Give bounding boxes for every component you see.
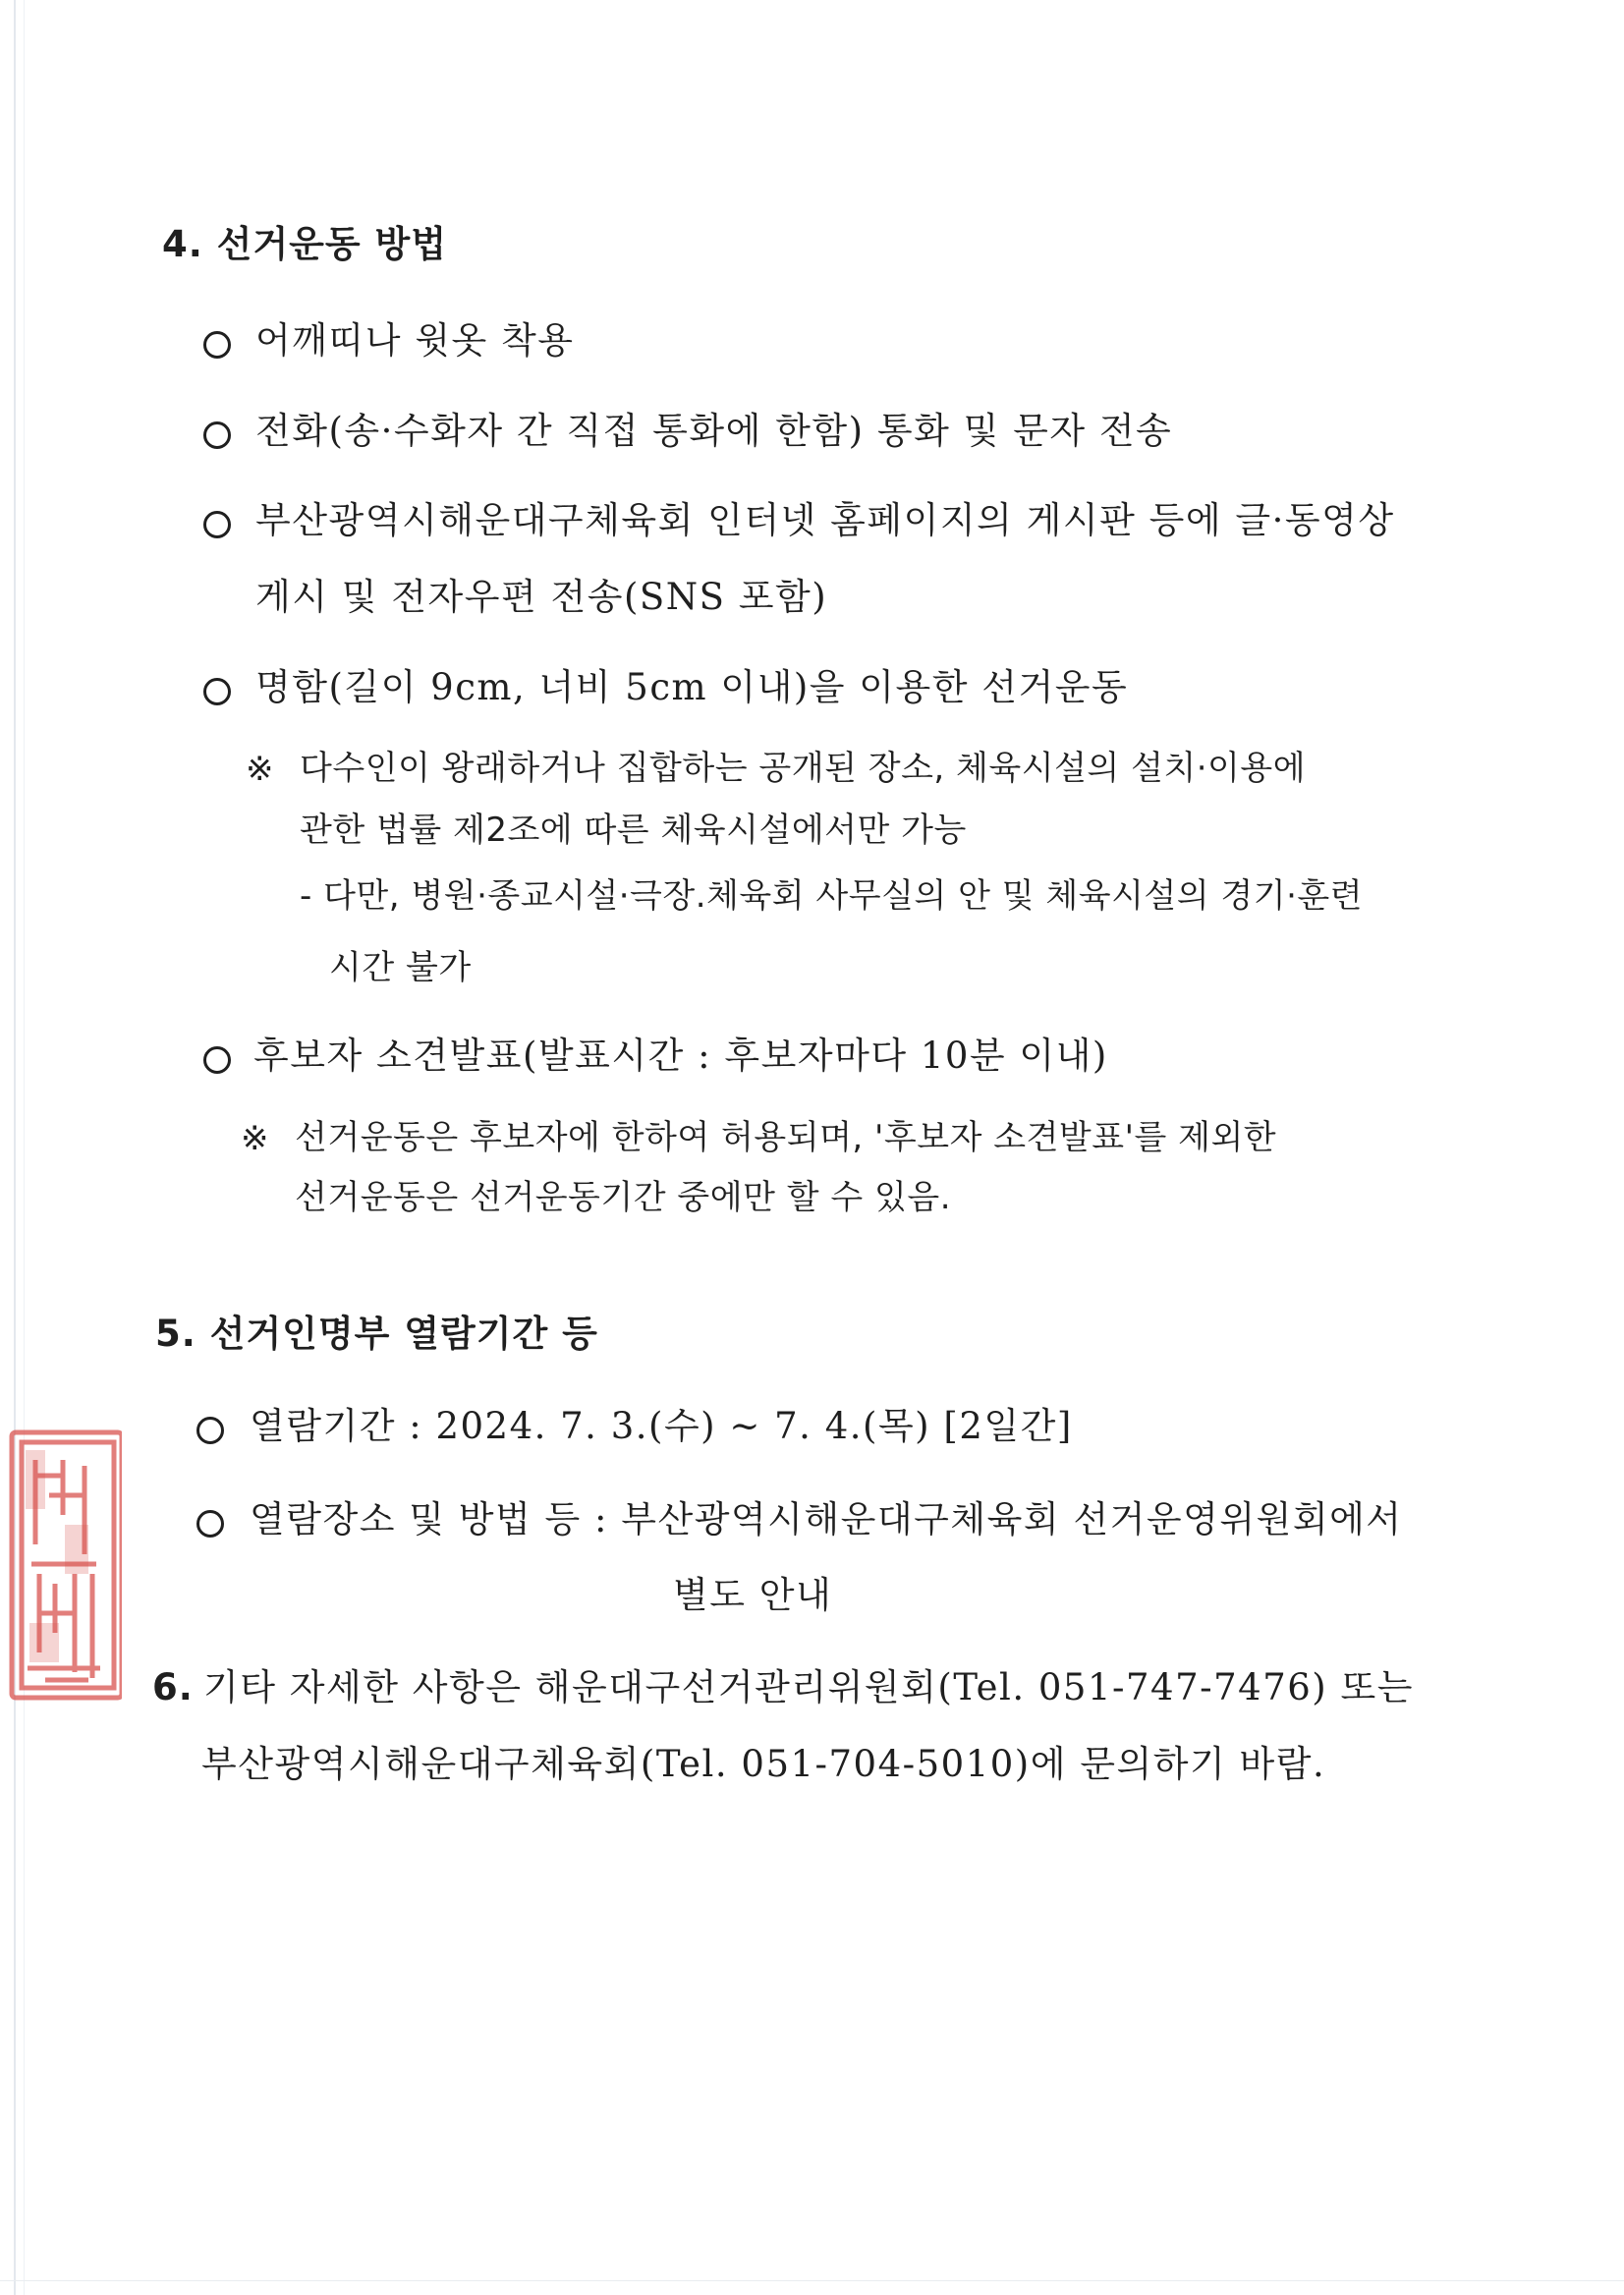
s4-note2-line2: 선거운동은 선거운동기간 중에만 할 수 있음. — [295, 1178, 952, 1217]
scan-bottom-edge — [0, 2280, 1624, 2281]
s6-line1: 기타 자세한 사항은 해운대구선거관리위원회(Tel. 051-747-7476) 또는 — [203, 1666, 1414, 1708]
s4-item-4: 명함(길이 9cm, 너비 5cm 이내)을 이용한 선거운동 — [255, 666, 1129, 708]
note-mark: ※ — [246, 750, 274, 789]
s4-item-5: 후보자 소견발표(발표시간 : 후보자마다 10분 이내) — [253, 1035, 1108, 1077]
scan-edge-inner — [24, 0, 25, 2295]
s4-item-2: 전화(송·수화자 간 직접 통화에 한함) 통화 및 문자 전송 — [255, 410, 1173, 452]
note-mark: ※ — [241, 1119, 269, 1158]
bullet-icon — [196, 1417, 224, 1444]
s4-item-3: 부산광역시해운대구체육회 인터넷 홈페이지의 게시판 등에 글·동영상 — [255, 499, 1395, 541]
s6-line2: 부산광역시해운대구체육회(Tel. 051-704-5010)에 문의하기 바람. — [201, 1743, 1326, 1785]
s4-note2-line1: 선거운동은 후보자에 한하여 허용되며, '후보자 소견발표'를 제외한 — [295, 1118, 1277, 1157]
bullet-icon — [203, 421, 231, 449]
bullet-icon — [203, 1046, 231, 1074]
bullet-icon — [196, 1510, 224, 1538]
s4-note1-line4: 시간 불가 — [329, 948, 472, 987]
section-6-number: 6. — [152, 1666, 194, 1708]
s5-item-2: 열람장소 및 방법 등 : 부산광역시해운대구체육회 선거운영위원회에서 — [250, 1498, 1403, 1540]
s4-item-3-cont: 게시 및 전자우편 전송(SNS 포함) — [255, 576, 828, 618]
official-seal-stamp — [6, 1427, 122, 1704]
section-4-title: 4. 선거운동 방법 — [162, 223, 448, 265]
s4-note1-line3: - 다만, 병원·종교시설·극장.체육회 사무실의 안 및 체육시설의 경기·훈련 — [300, 876, 1364, 916]
s4-note1-line1: 다수인이 왕래하거나 집합하는 공개된 장소, 체육시설의 설치·이용에 — [300, 749, 1307, 788]
s5-item-1: 열람기간 : 2024. 7. 3.(수) ~ 7. 4.(목) [2일간] — [250, 1405, 1073, 1447]
bullet-icon — [203, 511, 231, 538]
s4-note1-line2: 관한 법률 제2조에 따른 체육시설에서만 가능 — [300, 811, 967, 850]
scan-edge — [14, 0, 16, 2295]
bullet-icon — [203, 331, 231, 359]
s4-item-1: 어깨띠나 윗옷 착용 — [255, 319, 575, 362]
s5-item-2-cont: 별도 안내 — [673, 1574, 833, 1616]
bullet-icon — [203, 678, 231, 705]
section-5-title: 5. 선거인명부 열람기간 등 — [155, 1313, 598, 1355]
